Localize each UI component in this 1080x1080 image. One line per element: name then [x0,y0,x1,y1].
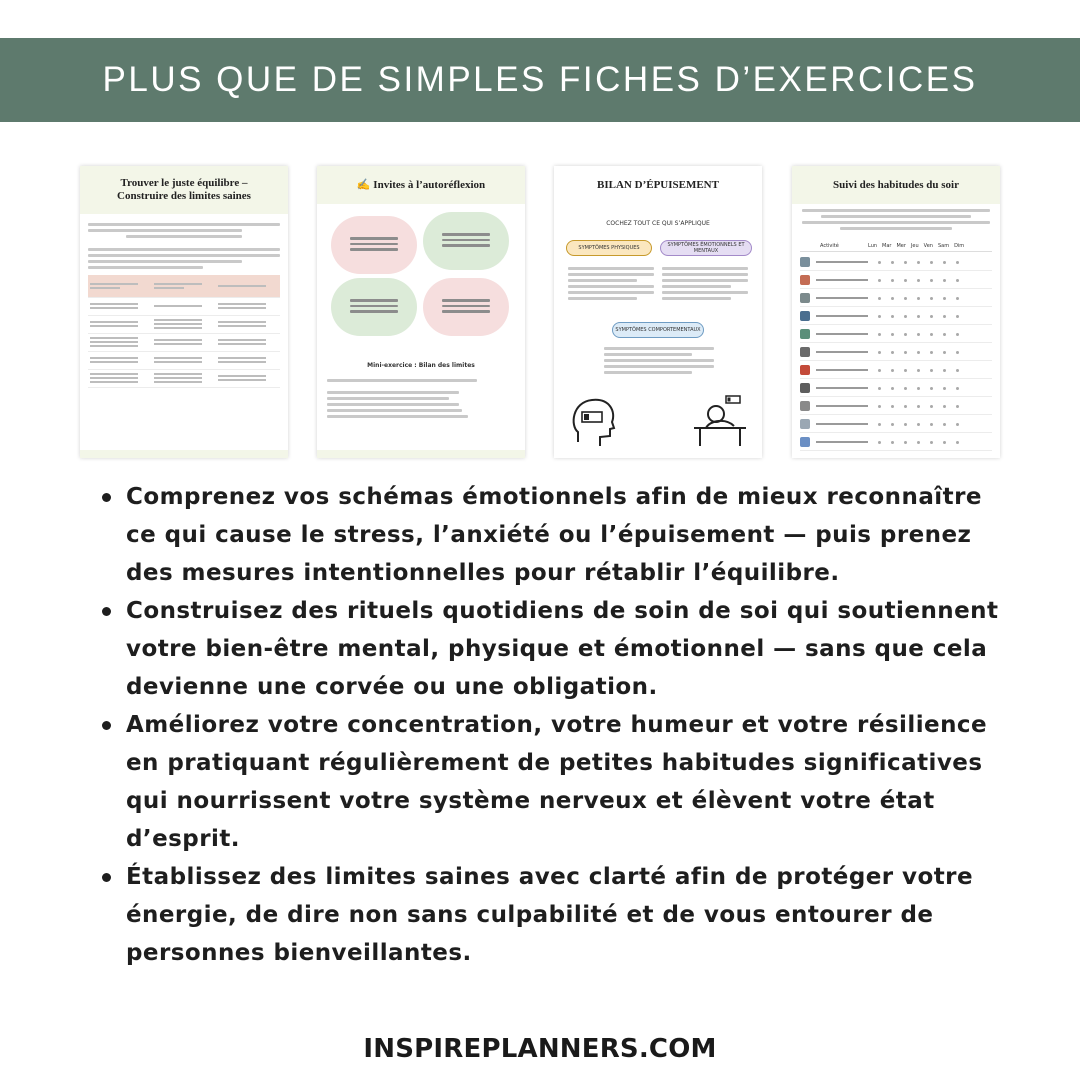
day-label: Lun [868,242,878,249]
tracker-row [800,308,992,325]
benefit-text: Construisez des rituels quotidiens de soin de soi qui soutiennent votre bien-être mental, physique et émotionnel — sans que cela devienne une corvée ou une obligation. [126,598,999,700]
tracker-row [800,416,992,433]
bullet-dot [102,721,111,730]
worksheet-preview-reflection [317,166,525,458]
worksheet-body [80,214,288,394]
prompt-cloud [331,216,417,274]
tag-behavioral: SYMPTÔMES COMPORTEMENTAUX [612,322,704,338]
bullet-dot [102,607,111,616]
benefit-text: Comprenez vos schémas émotionnels afin de mieux reconnaître ce qui cause le stress, l’anxiété ou l’épuisement — puis prenez des mesures intentionnelles pour rétablir l’équilibre. [126,484,982,586]
worksheet-preview-habit-tracker [792,166,1000,458]
benefit-item [100,592,1020,706]
benefit-item [100,478,1020,592]
worksheet-title: Suivi des habitudes du soir [792,166,1000,204]
tracker-row [800,272,992,289]
website-url[interactable]: INSPIREPLANNERS.COM [363,1034,717,1064]
mini-exercise-title: Mini-exercice : Bilan des limites [367,362,475,369]
bullet-dot [102,873,111,882]
worksheet-previews [80,166,1000,458]
tracker-header-row [800,240,992,252]
benefits-list [100,478,1020,972]
worksheet-title-line2: Construire des limites saines [117,190,251,202]
day-label: Ven [923,242,933,249]
bullet-dot [102,493,111,502]
worksheet-preview-boundaries [80,166,288,458]
tag-emotional: SYMPTÔMES ÉMOTIONNELS ET MENTAUX [660,240,752,256]
tag-physical: SYMPTÔMES PHYSIQUES [566,240,652,256]
mini-exercise-lines [327,376,515,421]
day-label: Dim [954,242,965,249]
tracker-row [800,380,992,397]
benefit-item [100,706,1020,858]
worksheet-title: ✍ Invites à l’autoréflexion [317,166,525,204]
tracker-row [800,398,992,415]
tracker-row [800,326,992,343]
prompt-cloud [423,212,509,270]
tracker-column-header: Activité [820,242,839,249]
day-label: Mar [882,242,892,249]
worksheet-preview-burnout [554,166,762,458]
tracker-row [800,434,992,451]
tired-person-icon [690,392,750,448]
benefit-text: Établissez des limites saines avec clarté afin de protéger votre énergie, de dire non sans culpabilité et de vous entourer de personnes bienveillantes. [126,864,974,966]
prompt-cloud [331,278,417,336]
worksheet-subtitle: COCHEZ TOUT CE QUI S’APPLIQUE [606,220,710,227]
tracker-row [800,362,992,379]
prompt-cloud [423,278,509,336]
worksheet-table [88,275,280,388]
day-label: Sam [937,242,950,249]
header-banner [0,38,1080,122]
head-battery-icon [568,392,622,448]
tracker-row [800,290,992,307]
worksheet-title-line1: Trouver le juste équilibre – [120,177,248,189]
worksheet-title [80,166,288,214]
worksheet-title: BILAN D’ÉPUISEMENT [554,166,762,204]
tracker-row [800,344,992,361]
banner-title: PLUS QUE DE SIMPLES FICHES D’EXERCICES [102,60,978,99]
benefit-item [100,858,1020,972]
day-label: Mer [896,242,906,249]
tracker-row [800,254,992,271]
benefit-text: Améliorez votre concentration, votre humeur et votre résilience en pratiquant régulièrement de petites habitudes significatives qui nourrissent votre système nerveux et élèvent votre état d’esprit. [126,712,988,852]
day-label: Jeu [910,242,919,249]
